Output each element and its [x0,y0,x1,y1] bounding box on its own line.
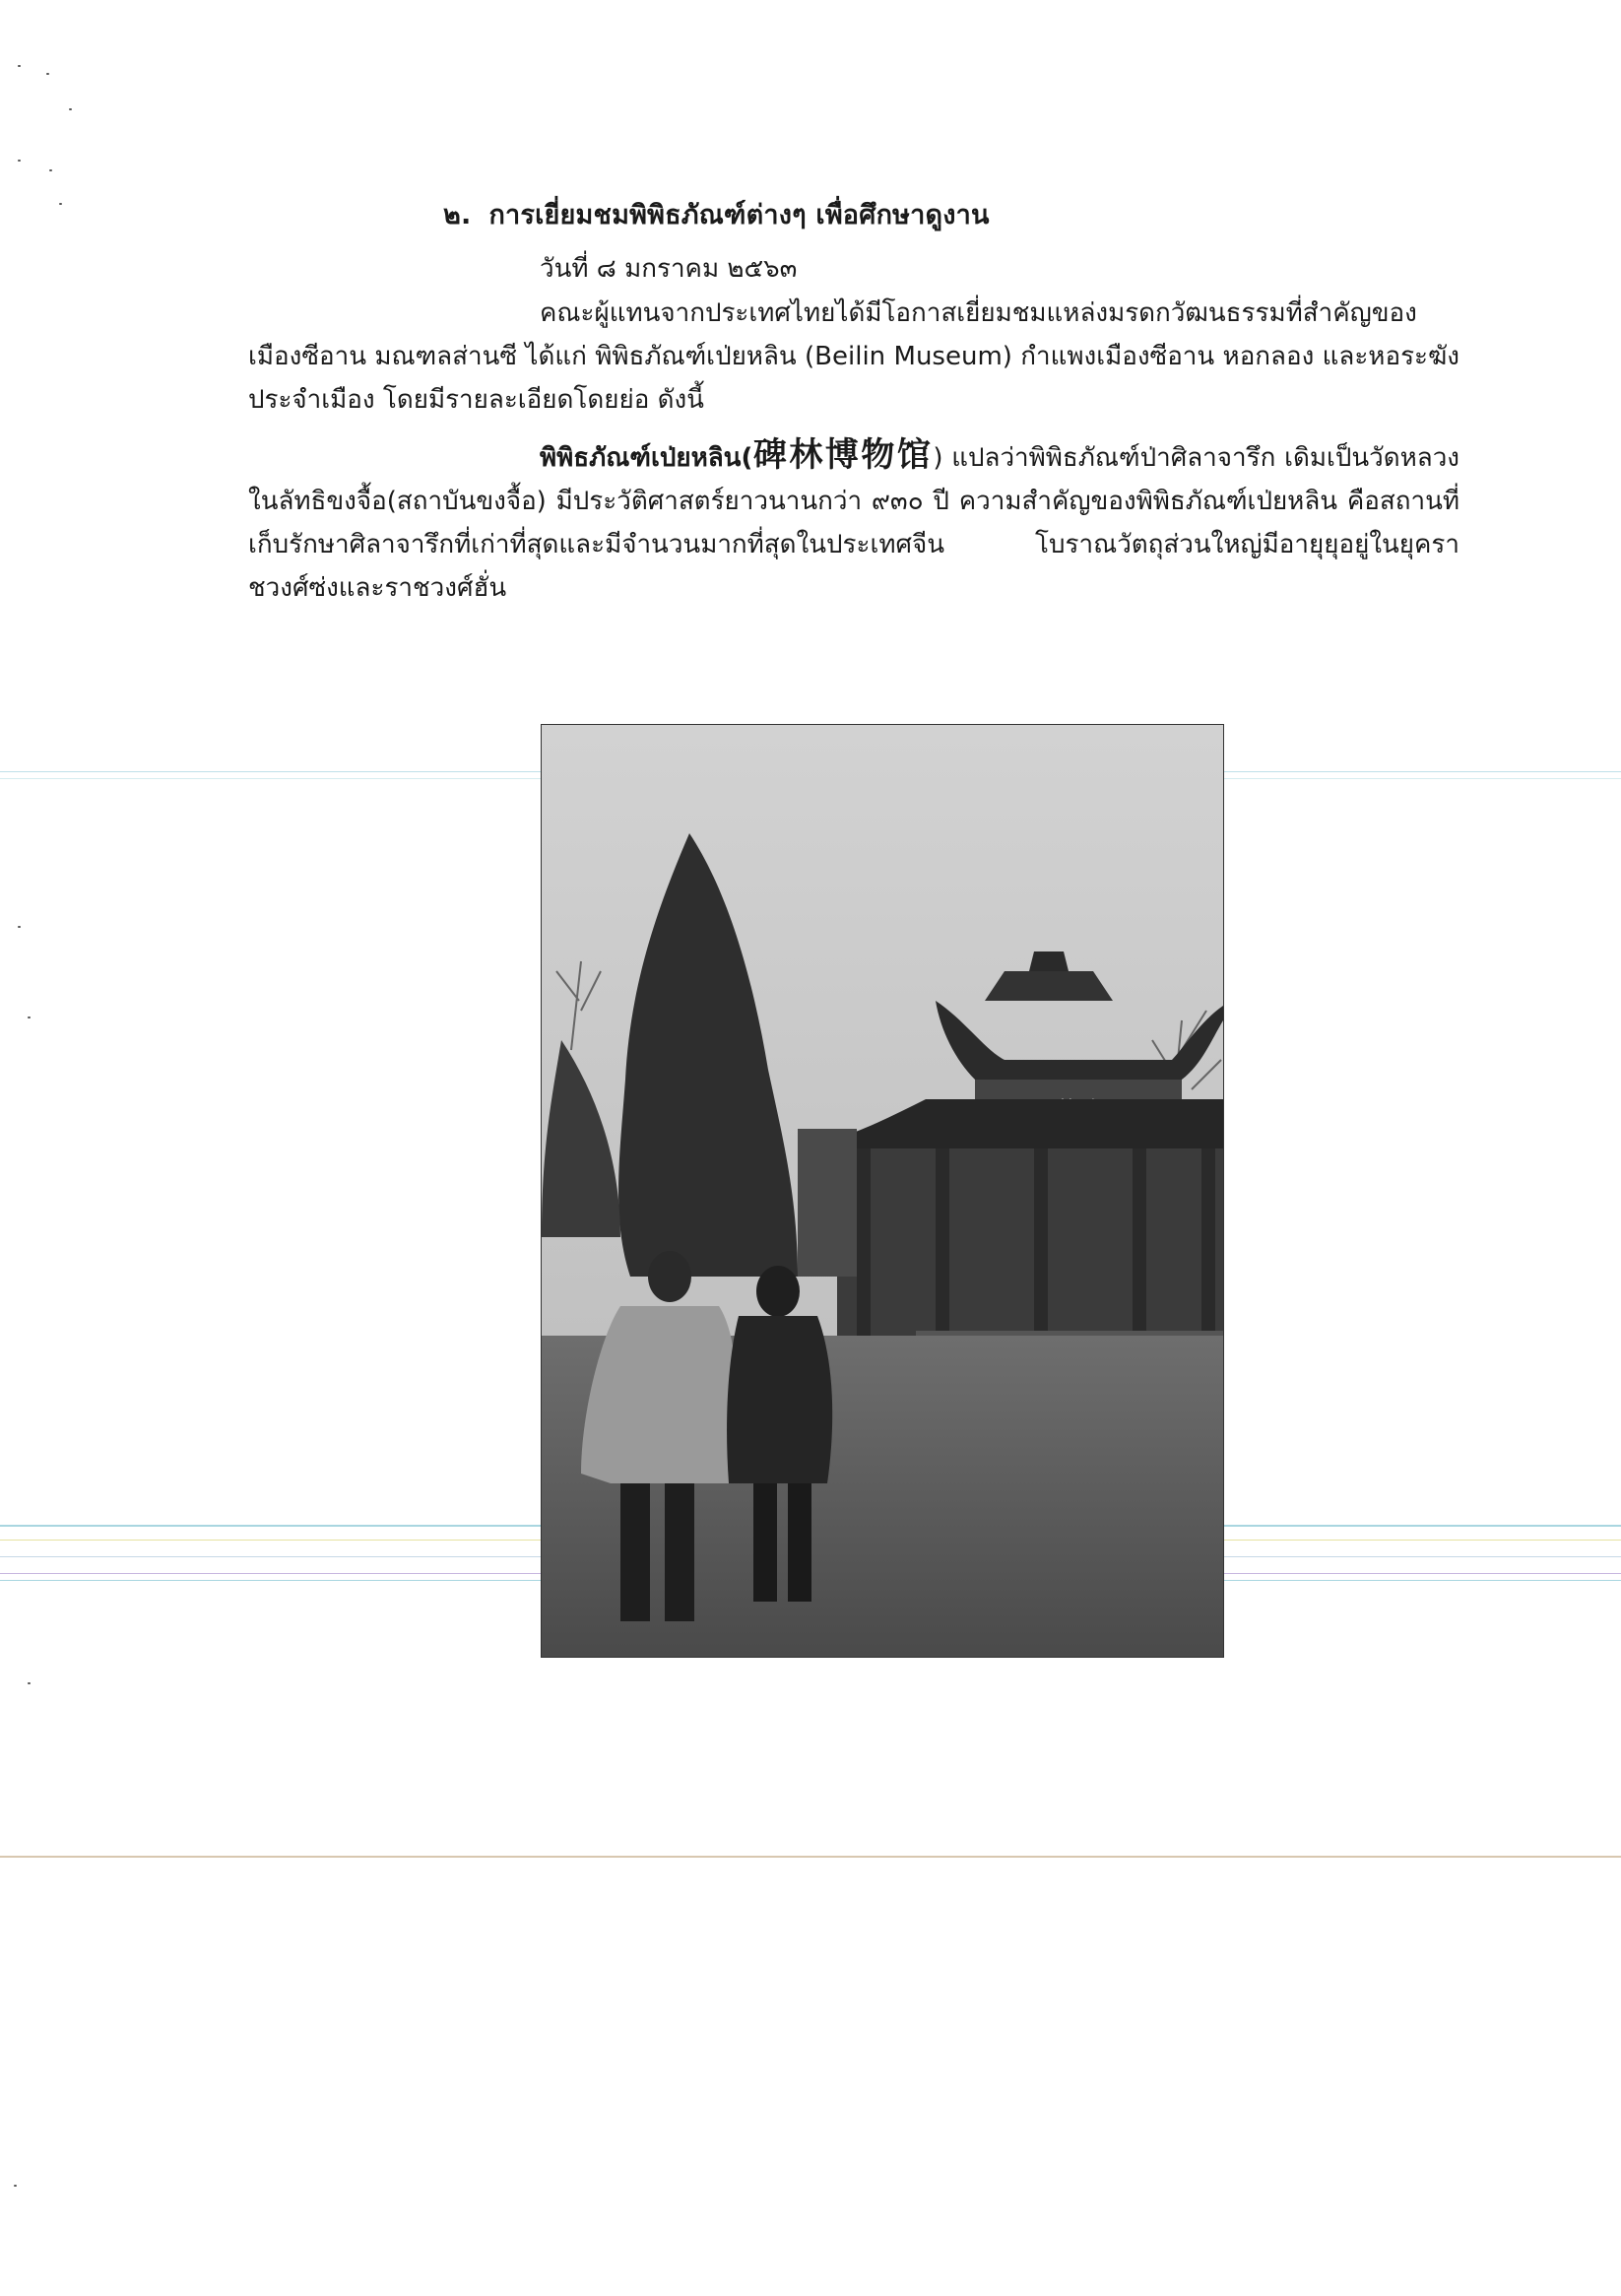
scan-speck [28,1017,31,1018]
intro-paragraph: คณะผู้แทนจากประเทศไทยได้มีโอกาสเยี่ยมชมแหล่งมรดกวัฒนธรรมที่สำคัญของเมืองซีอาน มณฑลส่านซี ได้แก่ พิพิธภัณฑ์เป่ยหลิน (Beilin Museum) กำแพงเมืองซีอาน หอกลอง และหอระฆังประจำเมือง โดยมีรายละเอียดโดยย่อ ดังนี้ [248,298,1459,415]
scan-speck [69,108,72,110]
museum-photo [541,724,1224,1658]
scan-speck [28,1682,31,1684]
pavilion-body [837,1148,1223,1345]
section-number: ๒. [443,200,472,230]
section-heading [443,193,990,235]
gate-wall [798,1129,857,1277]
museum-name-lead: พิพิธภัณฑ์เป่ยหลิน( [540,443,753,473]
scan-speck [49,169,52,171]
pavilion-finial [1029,951,1069,971]
scan-speck [18,926,21,928]
museum-chinese-name: 碑林博物馆 [752,435,934,475]
scan-speck [18,160,21,162]
visit-date: วันที่ ๘ มกราคม ๒๕๖๓ [540,254,798,284]
scan-rule-bottom [0,1856,1621,1858]
scan-speck [46,73,49,75]
museum-description: ) แปลว่าพิพิธภัณฑ์ป่าศิลาจารึก เดิมเป็นวัดหลวงในลัทธิขงจื้อ(สถาบันขงจื้อ) มีประวัติศาสตร์ยาวนานกว่า ๙๓๐ ปี ความสำคัญของพิพิธภัณฑ์เป่ยหลิน คือสถานที่เก็บรักษาศิลาจารึกที่เก่าที่สุดและมีจำนวนมากที่สุดในประเทศจีน โบราณวัตถุส่วนใหญ่มีอายุยุอยู่ในยุคราชวงศ์ซ่งและราชวงศ์ฮั่น [248,443,1459,603]
museum-paragraph [248,433,1459,610]
museum-photo-illustration [542,725,1223,1657]
pavilion-upper-roof [985,971,1113,1001]
scan-speck [14,2185,17,2187]
scan-speck [18,65,21,67]
scan-speck [59,203,62,205]
section-title: การเยี่ยมชมพิพิธภัณฑ์ต่างๆ เพื่อศึกษาดูงาน [488,200,990,230]
